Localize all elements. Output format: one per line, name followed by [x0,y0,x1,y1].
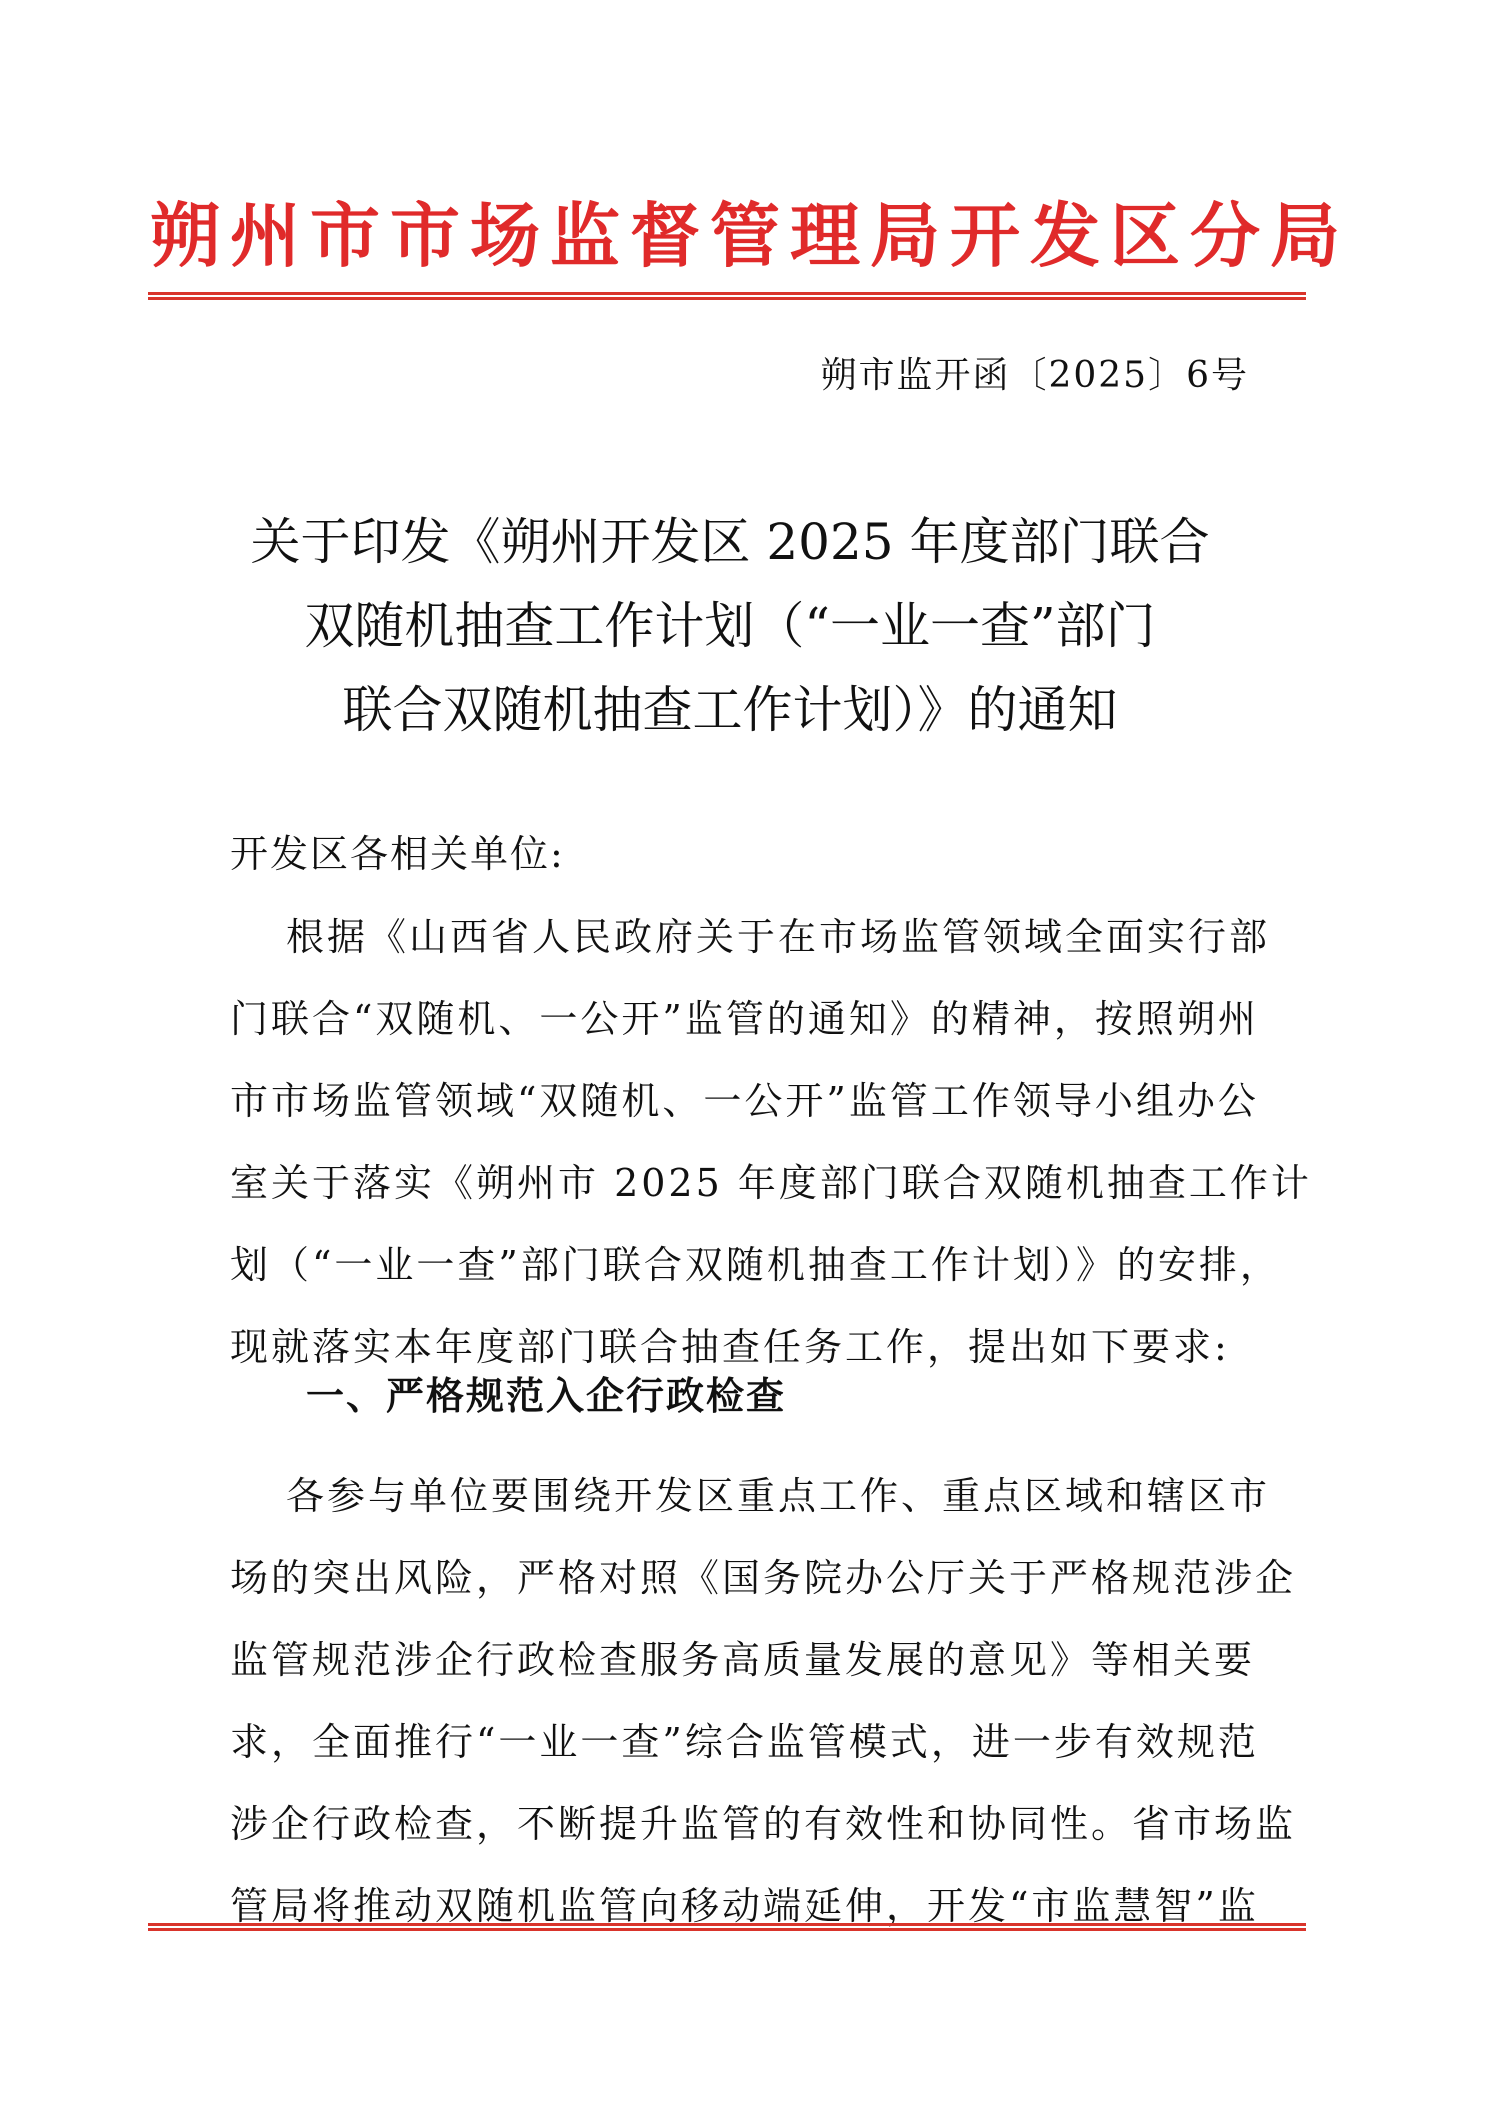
footer-red-rule [148,1923,1306,1931]
paragraph-line: 划（“一业一查”部门联合双随机抽查工作计划）》的安排， [230,1243,1281,1287]
paragraph-1 [230,896,1312,1388]
paragraph-line: 求，全面推行“一业一查”综合监管模式，进一步有效规范 [230,1720,1259,1764]
paragraph-line: 市市场监管领域“双随机、一公开”监管工作领导小组办公 [230,1079,1259,1123]
org-title: 朔州市市场监督管理局开发区分局 [150,195,1350,277]
paragraph-line: 管局将推动双随机监管向移动端延伸，开发“市监慧智”监 [230,1884,1259,1928]
paragraph-line: 各参与单位要围绕开发区重点工作、重点区域和辖区市 [286,1474,1271,1518]
notice-title-line: 联合双随机抽查工作计划）》的通知 [342,681,1118,739]
section-heading: 一、严格规范入企行政检查 [306,1374,787,1418]
header-red-rule [148,292,1306,300]
notice-title [190,500,1270,752]
doc-number: 朔市监开函〔2025〕6号 [820,355,1249,396]
paragraph-line: 监管规范涉企行政检查服务高质量发展的意见》等相关要 [230,1638,1256,1682]
paragraph-line: 室关于落实《朔州市 2025 年度部门联合双随机抽查工作计 [230,1161,1312,1205]
paragraph-2 [230,1455,1297,1947]
paragraph-line: 现就落实本年度部门联合抽查任务工作，提出如下要求: [230,1325,1230,1369]
notice-title-line: 关于印发《朔州开发区 2025 年度部门联合 [250,513,1210,571]
salutation: 开发区各相关单位: [230,832,565,876]
paragraph-line: 涉企行政检查，不断提升监管的有效性和协同性。省市场监 [230,1802,1297,1846]
paragraph-line: 根据《山西省人民政府关于在市场监管领域全面实行部 [286,915,1271,959]
paragraph-line: 门联合“双随机、一公开”监管的通知》的精神，按照朔州 [230,997,1259,1041]
notice-title-line: 双随机抽查工作计划（“一业一查”部门 [304,597,1156,655]
paragraph-line: 场的突出风险，严格对照《国务院办公厅关于严格规范涉企 [230,1556,1297,1600]
